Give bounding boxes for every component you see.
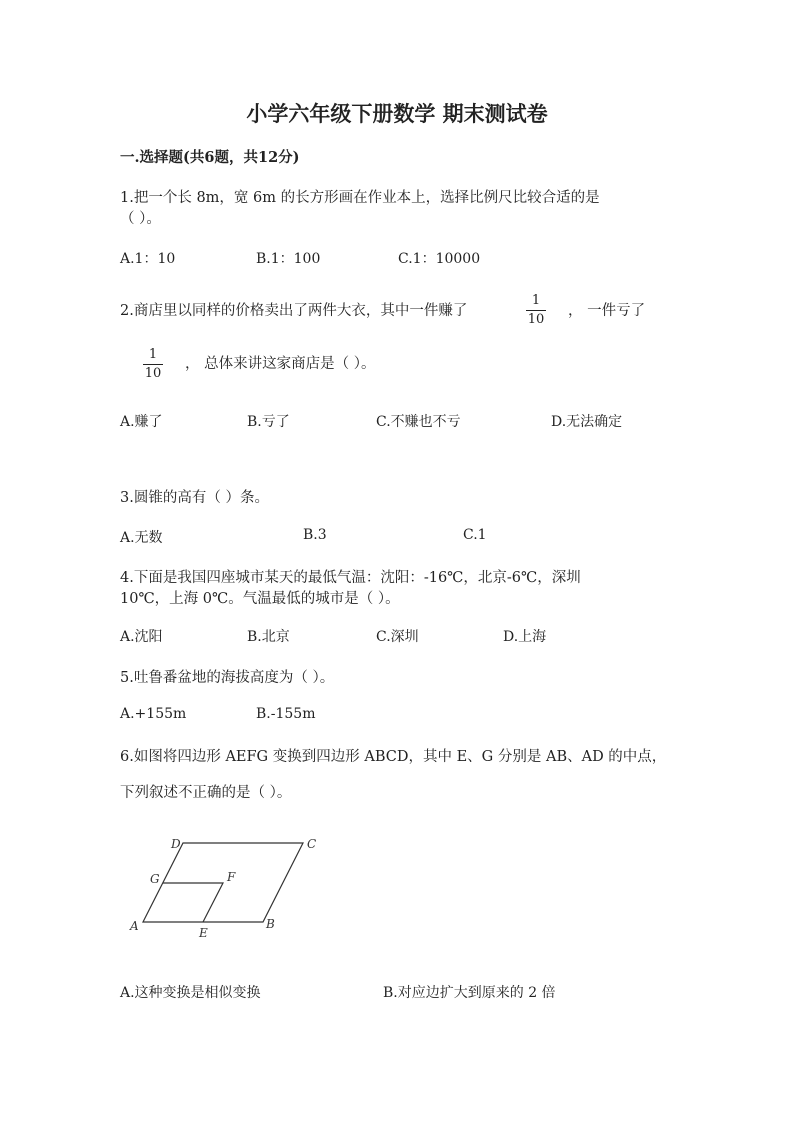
fraction-denominator: 10 bbox=[144, 366, 162, 381]
label-e: E bbox=[199, 926, 208, 940]
question-4-option-d: D.上海 bbox=[503, 629, 547, 645]
question-4-option-b: B.北京 bbox=[247, 629, 290, 645]
question-2-text: 2.商店里以同样的价格卖出了两件大衣，其中一件赚了 bbox=[120, 303, 468, 319]
question-6-text-cont: 下列叙述不正确的是（ ）。 bbox=[120, 785, 292, 801]
parallelogram-figure bbox=[120, 830, 330, 942]
question-4-option-c: C.深圳 bbox=[376, 629, 419, 645]
label-f: F bbox=[227, 870, 236, 884]
question-2-option-a: A.赚了 bbox=[120, 414, 163, 430]
page-title: 小学六年级下册数学 期末测试卷 bbox=[246, 101, 548, 126]
question-2-text-cont: ， 一件亏了 bbox=[568, 303, 646, 319]
question-3-option-c: C.1 bbox=[463, 527, 487, 543]
question-6-text: 6.如图将四边形 AEFG 变换到四边形 ABCD，其中 E、G 分别是 AB、AD 的中点， bbox=[120, 749, 667, 765]
label-b: B bbox=[266, 917, 275, 931]
question-1-option-a: A.1：10 bbox=[120, 251, 176, 267]
section-heading: 一.选择题(共6题，共12分) bbox=[120, 149, 300, 166]
label-a: A bbox=[130, 919, 139, 933]
question-5-option-a: A.+155m bbox=[120, 706, 187, 722]
question-1-text: 1.把一个长 8m，宽 6m 的长方形画在作业本上，选择比例尺比较合适的是 bbox=[120, 190, 600, 206]
parallelogram-aefg bbox=[163, 883, 223, 922]
question-5-option-b: B.-155m bbox=[256, 706, 316, 722]
question-3-option-a: A.无数 bbox=[120, 530, 163, 546]
fraction-numerator: 1 bbox=[148, 347, 158, 362]
question-1-option-c: C.1：10000 bbox=[398, 251, 481, 267]
question-5-text: 5.吐鲁番盆地的海拔高度为（ ）。 bbox=[120, 670, 335, 686]
question-4-text: 4.下面是我国四座城市某天的最低气温：沈阳：-16℃，北京-6℃，深圳 bbox=[120, 570, 581, 586]
label-g: G bbox=[150, 872, 160, 886]
question-4-text-cont: 10℃，上海 0℃。气温最低的城市是（ ）。 bbox=[120, 591, 400, 607]
question-6-option-b: B.对应边扩大到原来的 2 倍 bbox=[383, 985, 556, 1001]
question-2-option-d: D.无法确定 bbox=[551, 414, 623, 430]
question-3-option-b: B.3 bbox=[303, 527, 327, 543]
fraction-denominator: 10 bbox=[527, 312, 545, 327]
fraction-bar bbox=[526, 310, 546, 311]
fraction-bar bbox=[143, 364, 163, 365]
question-1-blank: （ ）。 bbox=[120, 211, 161, 227]
question-2-option-c: C.不赚也不亏 bbox=[376, 414, 461, 430]
question-2-fraction-1 bbox=[526, 293, 546, 328]
question-4-option-a: A.沈阳 bbox=[120, 629, 163, 645]
label-d: D bbox=[171, 837, 181, 851]
label-c: C bbox=[307, 837, 317, 851]
question-6-option-a: A.这种变换是相似变换 bbox=[120, 985, 261, 1001]
question-2-text-end: ， 总体来讲这家商店是（ ）。 bbox=[185, 356, 376, 372]
question-3-text: 3.圆锥的高有（ ）条。 bbox=[120, 490, 269, 506]
question-1-option-b: B.1：100 bbox=[256, 251, 321, 267]
question-2-fraction-2 bbox=[143, 347, 163, 382]
fraction-numerator: 1 bbox=[531, 293, 541, 308]
question-2-option-b: B.亏了 bbox=[247, 414, 290, 430]
